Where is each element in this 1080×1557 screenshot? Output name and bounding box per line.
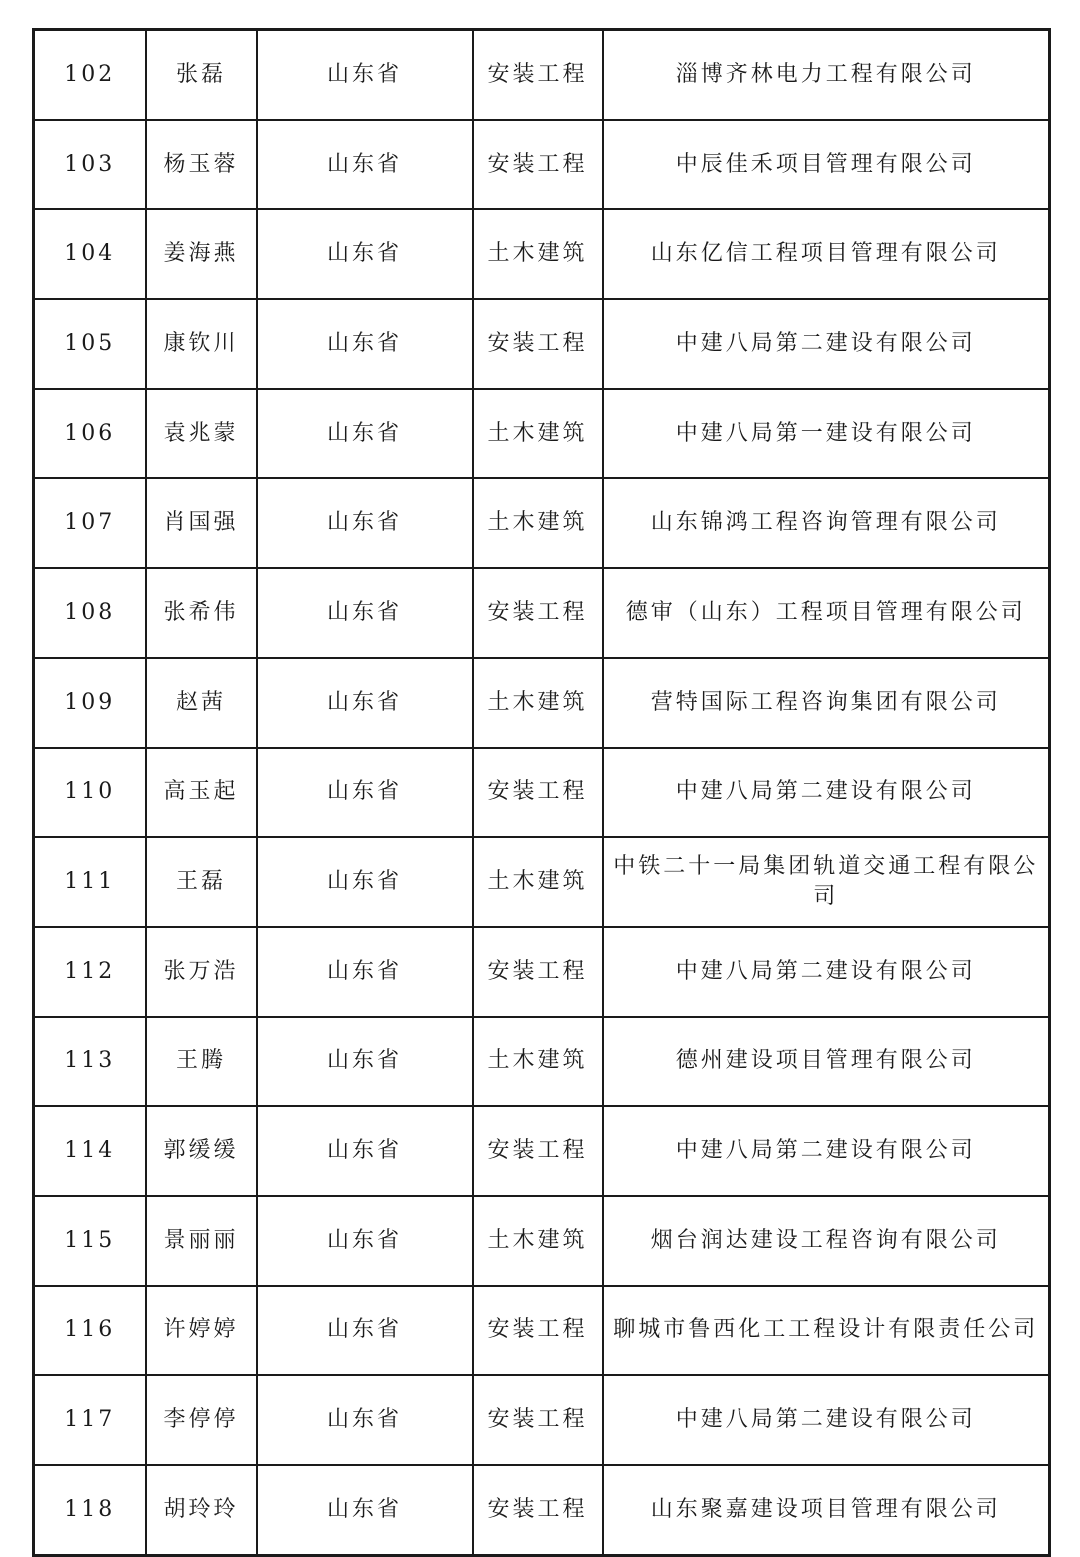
row-number: 104 xyxy=(34,209,146,299)
row-number: 118 xyxy=(34,1465,146,1555)
row-number: 117 xyxy=(34,1375,146,1465)
company-name: 山东聚嘉建设项目管理有限公司 xyxy=(603,1465,1050,1555)
row-number: 112 xyxy=(34,927,146,1017)
table-row xyxy=(34,209,1050,299)
specialty: 土木建筑 xyxy=(473,478,603,568)
person-name: 肖国强 xyxy=(146,478,257,568)
company-name: 中辰佳禾项目管理有限公司 xyxy=(603,120,1050,210)
table-row xyxy=(34,568,1050,658)
province: 山东省 xyxy=(257,120,473,210)
person-name: 康钦川 xyxy=(146,299,257,389)
person-name: 王磊 xyxy=(146,837,257,927)
province: 山东省 xyxy=(257,837,473,927)
province: 山东省 xyxy=(257,1465,473,1555)
specialty: 土木建筑 xyxy=(473,658,603,748)
specialty: 安装工程 xyxy=(473,1375,603,1465)
province: 山东省 xyxy=(257,1196,473,1286)
province: 山东省 xyxy=(257,1017,473,1107)
company-name: 中铁二十一局集团轨道交通工程有限公司 xyxy=(603,837,1050,927)
specialty: 安装工程 xyxy=(473,568,603,658)
person-name: 姜海燕 xyxy=(146,209,257,299)
table-row xyxy=(34,120,1050,210)
specialty: 土木建筑 xyxy=(473,389,603,479)
specialty: 安装工程 xyxy=(473,120,603,210)
row-number: 107 xyxy=(34,478,146,568)
company-name: 中建八局第二建设有限公司 xyxy=(603,299,1050,389)
person-name: 高玉起 xyxy=(146,748,257,838)
province: 山东省 xyxy=(257,1106,473,1196)
company-name: 德审（山东）工程项目管理有限公司 xyxy=(603,568,1050,658)
company-name: 聊城市鲁西化工工程设计有限责任公司 xyxy=(603,1286,1050,1376)
person-name: 王腾 xyxy=(146,1017,257,1107)
person-name: 杨玉蓉 xyxy=(146,120,257,210)
province: 山东省 xyxy=(257,927,473,1017)
province: 山东省 xyxy=(257,568,473,658)
registrant-table xyxy=(32,28,1051,1557)
company-name: 中建八局第二建设有限公司 xyxy=(603,1375,1050,1465)
specialty: 安装工程 xyxy=(473,299,603,389)
province: 山东省 xyxy=(257,209,473,299)
table-row xyxy=(34,927,1050,1017)
table-row xyxy=(34,478,1050,568)
person-name: 李停停 xyxy=(146,1375,257,1465)
person-name: 郭缓缓 xyxy=(146,1106,257,1196)
table-row xyxy=(34,30,1050,120)
table-row xyxy=(34,658,1050,748)
person-name: 袁兆蒙 xyxy=(146,389,257,479)
company-name: 中建八局第二建设有限公司 xyxy=(603,927,1050,1017)
company-name: 山东亿信工程项目管理有限公司 xyxy=(603,209,1050,299)
province: 山东省 xyxy=(257,389,473,479)
row-number: 115 xyxy=(34,1196,146,1286)
province: 山东省 xyxy=(257,299,473,389)
company-name: 淄博齐林电力工程有限公司 xyxy=(603,30,1050,120)
specialty: 安装工程 xyxy=(473,30,603,120)
table-row xyxy=(34,748,1050,838)
document-page xyxy=(32,28,1048,1520)
province: 山东省 xyxy=(257,1286,473,1376)
specialty: 安装工程 xyxy=(473,1465,603,1555)
company-name: 中建八局第一建设有限公司 xyxy=(603,389,1050,479)
table-row xyxy=(34,1375,1050,1465)
specialty: 安装工程 xyxy=(473,748,603,838)
row-number: 113 xyxy=(34,1017,146,1107)
table-row xyxy=(34,1196,1050,1286)
specialty: 安装工程 xyxy=(473,927,603,1017)
province: 山东省 xyxy=(257,478,473,568)
row-number: 106 xyxy=(34,389,146,479)
row-number: 108 xyxy=(34,568,146,658)
table-row xyxy=(34,299,1050,389)
company-name: 德州建设项目管理有限公司 xyxy=(603,1017,1050,1107)
person-name: 赵茜 xyxy=(146,658,257,748)
table-body xyxy=(34,30,1050,1556)
row-number: 116 xyxy=(34,1286,146,1376)
province: 山东省 xyxy=(257,30,473,120)
row-number: 102 xyxy=(34,30,146,120)
person-name: 胡玲玲 xyxy=(146,1465,257,1555)
company-name: 中建八局第二建设有限公司 xyxy=(603,748,1050,838)
specialty: 土木建筑 xyxy=(473,1017,603,1107)
table-row xyxy=(34,1465,1050,1555)
table-row xyxy=(34,1286,1050,1376)
company-name: 烟台润达建设工程咨询有限公司 xyxy=(603,1196,1050,1286)
person-name: 景丽丽 xyxy=(146,1196,257,1286)
row-number: 110 xyxy=(34,748,146,838)
row-number: 105 xyxy=(34,299,146,389)
table-row xyxy=(34,1017,1050,1107)
person-name: 张希伟 xyxy=(146,568,257,658)
row-number: 109 xyxy=(34,658,146,748)
specialty: 土木建筑 xyxy=(473,837,603,927)
company-name: 中建八局第二建设有限公司 xyxy=(603,1106,1050,1196)
province: 山东省 xyxy=(257,748,473,838)
table-row xyxy=(34,1106,1050,1196)
row-number: 111 xyxy=(34,837,146,927)
row-number: 103 xyxy=(34,120,146,210)
person-name: 张磊 xyxy=(146,30,257,120)
company-name: 营特国际工程咨询集团有限公司 xyxy=(603,658,1050,748)
specialty: 土木建筑 xyxy=(473,1196,603,1286)
specialty: 安装工程 xyxy=(473,1106,603,1196)
table-row xyxy=(34,837,1050,927)
company-name: 山东锦鸿工程咨询管理有限公司 xyxy=(603,478,1050,568)
person-name: 张万浩 xyxy=(146,927,257,1017)
person-name: 许婷婷 xyxy=(146,1286,257,1376)
table-row xyxy=(34,389,1050,479)
province: 山东省 xyxy=(257,658,473,748)
specialty: 安装工程 xyxy=(473,1286,603,1376)
province: 山东省 xyxy=(257,1375,473,1465)
specialty: 土木建筑 xyxy=(473,209,603,299)
row-number: 114 xyxy=(34,1106,146,1196)
